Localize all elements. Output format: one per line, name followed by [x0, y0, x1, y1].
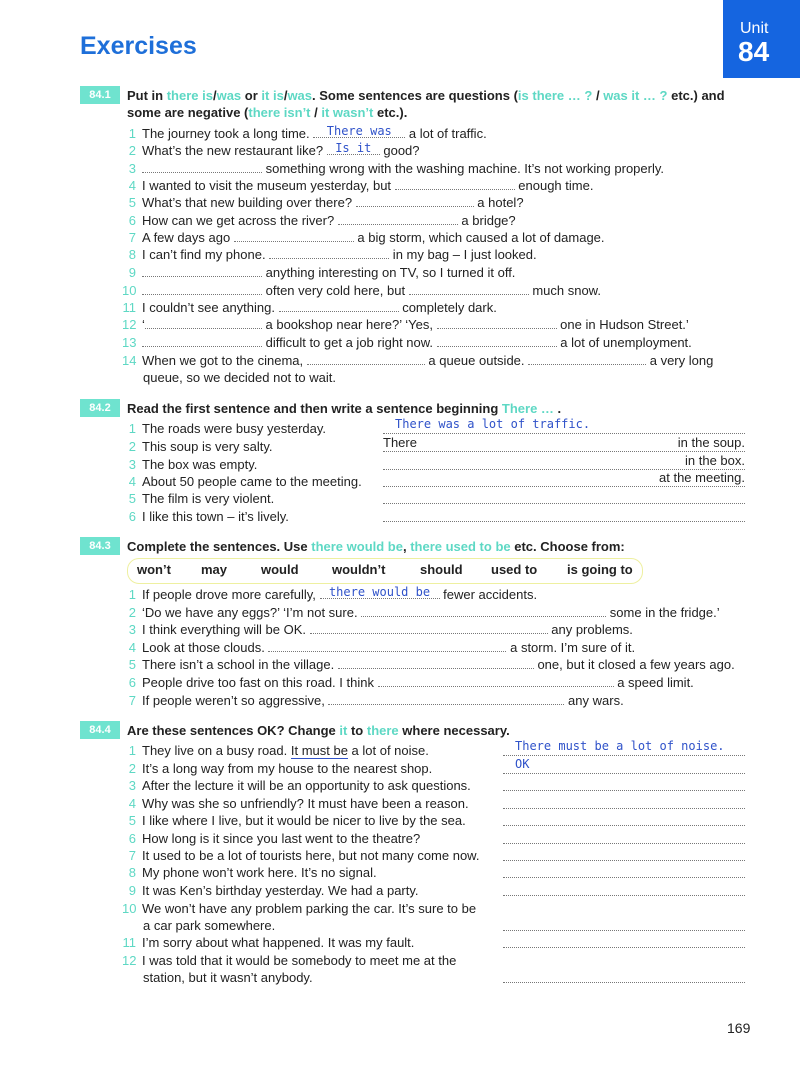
- answer-blank[interactable]: [142, 264, 262, 277]
- exercise-item: 1 They live on a busy road. It must be a lot of noise.: [128, 743, 429, 758]
- answer-line[interactable]: [383, 489, 745, 504]
- exercise-item: 5 I like where I live, but it would be nicer to live by the sea.: [128, 813, 466, 828]
- exercise-item: 6 I like this town – it’s lively.: [128, 509, 289, 524]
- answer-line[interactable]: [503, 846, 745, 861]
- answer-line[interactable]: [503, 811, 745, 826]
- answer-line[interactable]: in the box.: [383, 455, 745, 470]
- answer-blank[interactable]: [328, 692, 564, 705]
- exercise-item: 5 The film is very violent.: [128, 491, 275, 506]
- unit-badge: [723, 0, 800, 78]
- exercise-item: 8 I can’t find my phone. in my bag – I just looked.: [128, 247, 537, 262]
- answer-line[interactable]: [503, 933, 745, 948]
- exercise-item: 2 It’s a long way from my house to the nearest shop.: [128, 761, 433, 776]
- exercise-item: 9 anything interesting on TV, so I turned it off.: [128, 265, 516, 280]
- answer-blank[interactable]: [268, 639, 506, 652]
- answer-line[interactable]: [503, 794, 745, 809]
- exercise-item: 4 I wanted to visit the museum yesterday, but enough time.: [128, 178, 594, 193]
- answer-blank[interactable]: [437, 334, 557, 347]
- answer-blank[interactable]: [338, 212, 458, 225]
- exercise-item-continuation: a car park somewhere.: [143, 918, 276, 933]
- word-choice: won’t: [137, 562, 171, 577]
- exercise-item: 5 There isn’t a school in the village. one, but it closed a few years ago.: [128, 657, 735, 672]
- answer-blank[interactable]: There was: [313, 125, 405, 138]
- answer-blank[interactable]: [307, 352, 425, 365]
- answer-blank[interactable]: [142, 334, 262, 347]
- exercise-item: 4 Look at those clouds. a storm. I’m sure of it.: [128, 640, 636, 655]
- unit-number: 84: [738, 36, 770, 67]
- answer-line[interactable]: [503, 776, 745, 791]
- word-choice: would: [261, 562, 299, 577]
- answer-blank[interactable]: [269, 246, 389, 259]
- exercise-item: 2 What’s the new restaurant like? Is it good?: [128, 141, 420, 158]
- exercise-item: 7 A few days ago a big storm, which caused a lot of damage.: [128, 230, 605, 245]
- answer-blank[interactable]: [409, 282, 529, 295]
- word-choice: used to: [491, 562, 538, 577]
- exercise-item: 6 How long is it since you last went to the theatre?: [128, 831, 421, 846]
- exercise-item-continuation: station, but it wasn’t anybody.: [143, 970, 313, 985]
- unit-label: Unit: [740, 20, 769, 37]
- exercise-item: 10 often very cold here, but much snow.: [122, 283, 601, 298]
- answer-line[interactable]: OK: [503, 759, 745, 774]
- exercise-item: 9 It was Ken’s birthday yesterday. We had a party.: [128, 883, 419, 898]
- exercise-tag-84-1: 84.1: [80, 86, 120, 104]
- answer-line[interactable]: There in the soup.: [383, 435, 745, 450]
- exercise-item: 3 something wrong with the washing machine. It’s not working properly.: [128, 161, 664, 176]
- word-choice-box: [127, 558, 643, 584]
- answer-line[interactable]: at the meeting.: [383, 472, 745, 487]
- exercise-tag-84-3: 84.3: [80, 537, 120, 555]
- answer-blank[interactable]: [145, 316, 262, 329]
- exercise-instruction: Read the first sentence and then write a sentence beginning There … .: [127, 401, 562, 416]
- answer-line[interactable]: [503, 829, 745, 844]
- exercise-tag-84-4: 84.4: [80, 721, 120, 739]
- exercise-item: 11 I couldn’t see anything. completely dark.: [122, 300, 497, 315]
- answer-blank[interactable]: [142, 160, 262, 173]
- answer-blank[interactable]: [528, 352, 646, 365]
- answer-blank[interactable]: [356, 194, 474, 207]
- answer-blank[interactable]: [142, 282, 262, 295]
- page-title: Exercises: [80, 32, 197, 60]
- answer-blank[interactable]: [338, 656, 534, 669]
- answer-line[interactable]: [503, 916, 745, 931]
- exercise-item: 6 People drive too fast on this road. I think a speed limit.: [128, 675, 694, 690]
- answer-line[interactable]: There must be a lot of noise.: [503, 741, 745, 756]
- exercise-instruction: Are these sentences OK? Change it to there where necessary.: [127, 723, 510, 738]
- exercise-instruction: Put in there is/was or it is/was. Some sentences are questions (is there … ? / was it … ? etc.) and some are negative (there isn’t / it wasn’t etc.).: [127, 88, 725, 120]
- exercise-item: 7 It used to be a lot of tourists here, but not many come now.: [128, 848, 480, 863]
- word-choice: is going to: [567, 562, 633, 577]
- answer-blank[interactable]: [361, 604, 606, 617]
- exercise-item: 5 What’s that new building over there? a hotel?: [128, 195, 524, 210]
- exercise-item: 1 The journey took a long time. There was a lot of traffic.: [128, 124, 487, 141]
- exercise-item: 3 After the lecture it will be an opportunity to ask questions.: [128, 778, 471, 793]
- answer-line[interactable]: [503, 881, 745, 896]
- answer-line[interactable]: [383, 507, 745, 522]
- exercise-instruction: Complete the sentences. Use there would be, there used to be etc. Choose from:: [127, 539, 625, 554]
- exercise-item: 1 The roads were busy yesterday.: [128, 421, 327, 436]
- exercise-item: 8 My phone won’t work here. It’s no signal.: [128, 865, 377, 880]
- word-choice: wouldn’t: [332, 562, 386, 577]
- exercise-item: 11 I’m sorry about what happened. It was my fault.: [122, 935, 415, 950]
- exercise-item: 4 About 50 people came to the meeting.: [128, 474, 362, 489]
- word-choice: may: [201, 562, 228, 577]
- answer-line[interactable]: There was a lot of traffic.: [383, 419, 745, 434]
- exercise-item: 3 The box was empty.: [128, 457, 258, 472]
- answer-line[interactable]: [503, 863, 745, 878]
- exercise-item: 2 This soup is very salty.: [128, 439, 273, 454]
- answer-blank[interactable]: there would be: [320, 586, 440, 599]
- answer-blank[interactable]: Is it: [327, 142, 380, 155]
- exercise-item: 1 If people drove more carefully, there would be fewer accidents.: [128, 585, 538, 602]
- exercise-item: 10 We won’t have any problem parking the car. It’s sure to be: [122, 901, 477, 916]
- exercise-item: 4 Why was she so unfriendly? It must have been a reason.: [128, 796, 469, 811]
- word-choice: should: [420, 562, 463, 577]
- answer-line[interactable]: [503, 968, 745, 983]
- exercise-item: 6 How can we get across the river? a bridge?: [128, 213, 516, 228]
- exercise-item: 2 ‘Do we have any eggs?’ ‘I’m not sure. some in the fridge.’: [128, 605, 720, 620]
- answer-blank[interactable]: [437, 316, 557, 329]
- answer-blank[interactable]: [378, 674, 614, 687]
- page-number: 169: [727, 1020, 751, 1036]
- answer-blank[interactable]: [234, 229, 354, 242]
- answer-blank[interactable]: [279, 299, 399, 312]
- exercise-item: 14 When we got to the cinema, a queue outside. a very long: [122, 353, 714, 368]
- exercise-item: 13 difficult to get a job right now. a lot of unemployment.: [122, 335, 692, 350]
- exercise-item: 7 If people weren’t so aggressive, any wars.: [128, 693, 624, 708]
- exercise-item: 3 I think everything will be OK. any problems.: [128, 622, 633, 637]
- exercise-item-continuation: queue, so we decided not to wait.: [143, 370, 336, 385]
- exercise-item: 12 ‘ a bookshop near here?’ ‘Yes, one in Hudson Street.’: [122, 317, 689, 332]
- answer-blank[interactable]: [310, 621, 548, 634]
- answer-blank[interactable]: [395, 177, 515, 190]
- exercise-tag-84-2: 84.2: [80, 399, 120, 417]
- exercise-item: 12 I was told that it would be somebody to meet me at the: [122, 953, 457, 968]
